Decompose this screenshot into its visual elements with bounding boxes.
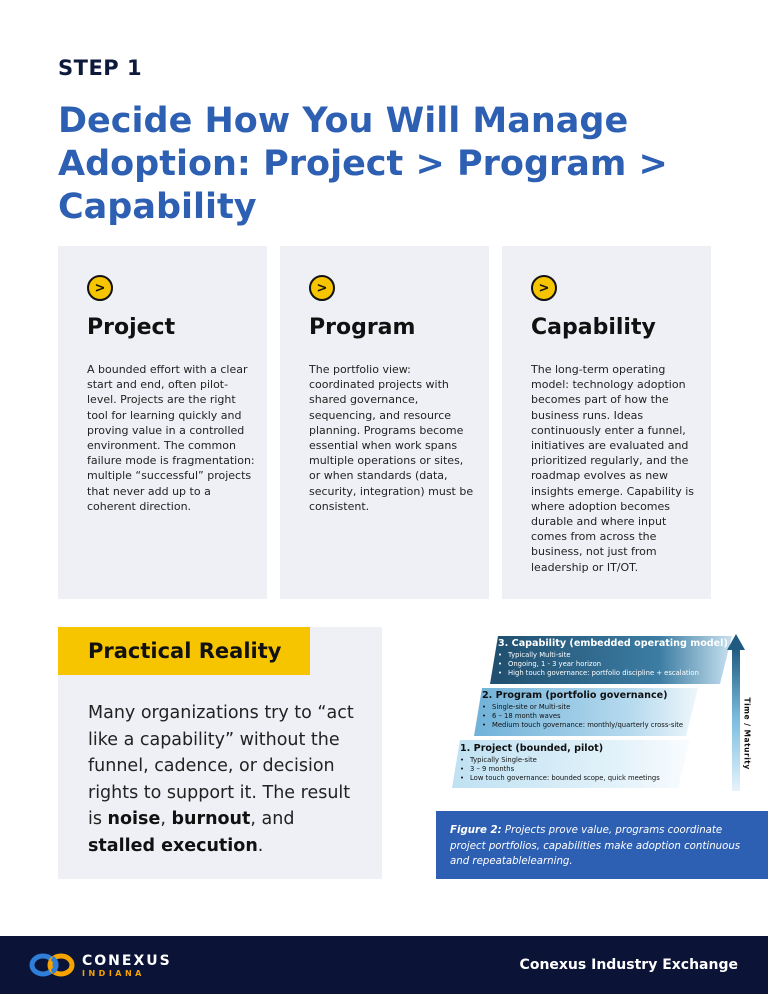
card-program: [280, 246, 489, 599]
level-title: 1. Project (bounded, pilot): [460, 743, 604, 754]
brand-name: CONEXUS: [82, 953, 172, 969]
emphasis-stalled-execution: stalled execution: [88, 835, 258, 856]
level-title: 2. Program (portfolio governance): [482, 690, 668, 701]
level-bullet: • Typically Multi-site: [498, 651, 728, 660]
card-title: Program: [309, 315, 416, 340]
level-bullet: • 3 – 9 months: [460, 765, 660, 774]
chevron-right-icon: >: [531, 275, 557, 301]
conexus-logo-icon: [28, 953, 78, 977]
card-title: Capability: [531, 315, 656, 340]
practical-reality-text: Many organizations try to “act like a capability” without the funnel, cadence, or decision rights to support it. The result is noise, burnout, and stalled execution.: [88, 703, 354, 856]
card-capability: [502, 246, 711, 599]
footer-organization: Conexus Industry Exchange: [519, 957, 738, 973]
practical-reality-heading: Practical Reality: [58, 627, 310, 675]
caption-label: Figure 2:: [450, 825, 502, 836]
brand-subtitle: INDIANA: [82, 969, 145, 978]
card-body: The portfolio view: coordinated projects with shared governance, sequencing, and resource planning. Programs become essential when work spans multiple operations or sites, or when standards (data, security, integration) must be consistent.: [309, 363, 474, 513]
card-body: The long-term operating model: technology adoption becomes part of how the business runs. Ideas continuously enter a funnel, initiatives are evaluated and prioritized regularly, and the roadmap evolves as new insights emerge. Capability is where adoption becomes durable and where input comes from across the business, not just from leadership or IT/OT.: [531, 363, 695, 574]
level-bullet: • Low touch governance: bounded scope, quick meetings: [460, 774, 660, 783]
card-project: [58, 246, 267, 599]
maturity-arrow-shaft: [732, 648, 740, 791]
caption-text: Projects prove value, programs coordinate project portfolios, capabilities make adoption continuous and repeatablelearning.: [450, 825, 741, 867]
level-capability: [498, 638, 728, 678]
card-body: A bounded effort with a clear start and end, often pilot-level. Projects are the right tool for learning quickly and proving value in a controlled environment. The common failure mode is fragmentation: multiple “successful” projects that never add up to a coherent direction.: [87, 363, 255, 513]
axis-label-text: Time / Maturity: [742, 697, 752, 770]
level-bullet: • Medium touch governance: monthly/quarterly cross-site: [482, 721, 683, 730]
emphasis-noise: noise: [107, 809, 161, 829]
chevron-right-icon: >: [309, 275, 335, 301]
page-title: Decide How You Will Manage Adoption: Project > Program > Capability: [58, 101, 668, 227]
footer-bar: [0, 936, 768, 994]
step-label: STEP 1: [58, 56, 143, 80]
maturity-figure: [440, 628, 768, 808]
axis-label-time-maturity: [740, 697, 752, 770]
level-project: [460, 743, 660, 783]
level-bullet: • High touch governance: portfolio discipline + escalation: [498, 669, 728, 678]
card-title: Project: [87, 315, 176, 340]
level-bullet: • Ongoing, 1 - 3 year horizon: [498, 660, 728, 669]
level-bullet: • Typically Single-site: [460, 756, 660, 765]
chevron-right-icon: >: [87, 275, 113, 301]
level-bullet: • 6 – 18 month waves: [482, 712, 683, 721]
level-title: 3. Capability (embedded operating model): [498, 638, 728, 649]
level-program: [482, 690, 683, 730]
figure-caption: [436, 811, 768, 879]
level-bullet: • Single-site or Multi-site: [482, 703, 683, 712]
emphasis-burnout: burnout: [171, 809, 251, 829]
